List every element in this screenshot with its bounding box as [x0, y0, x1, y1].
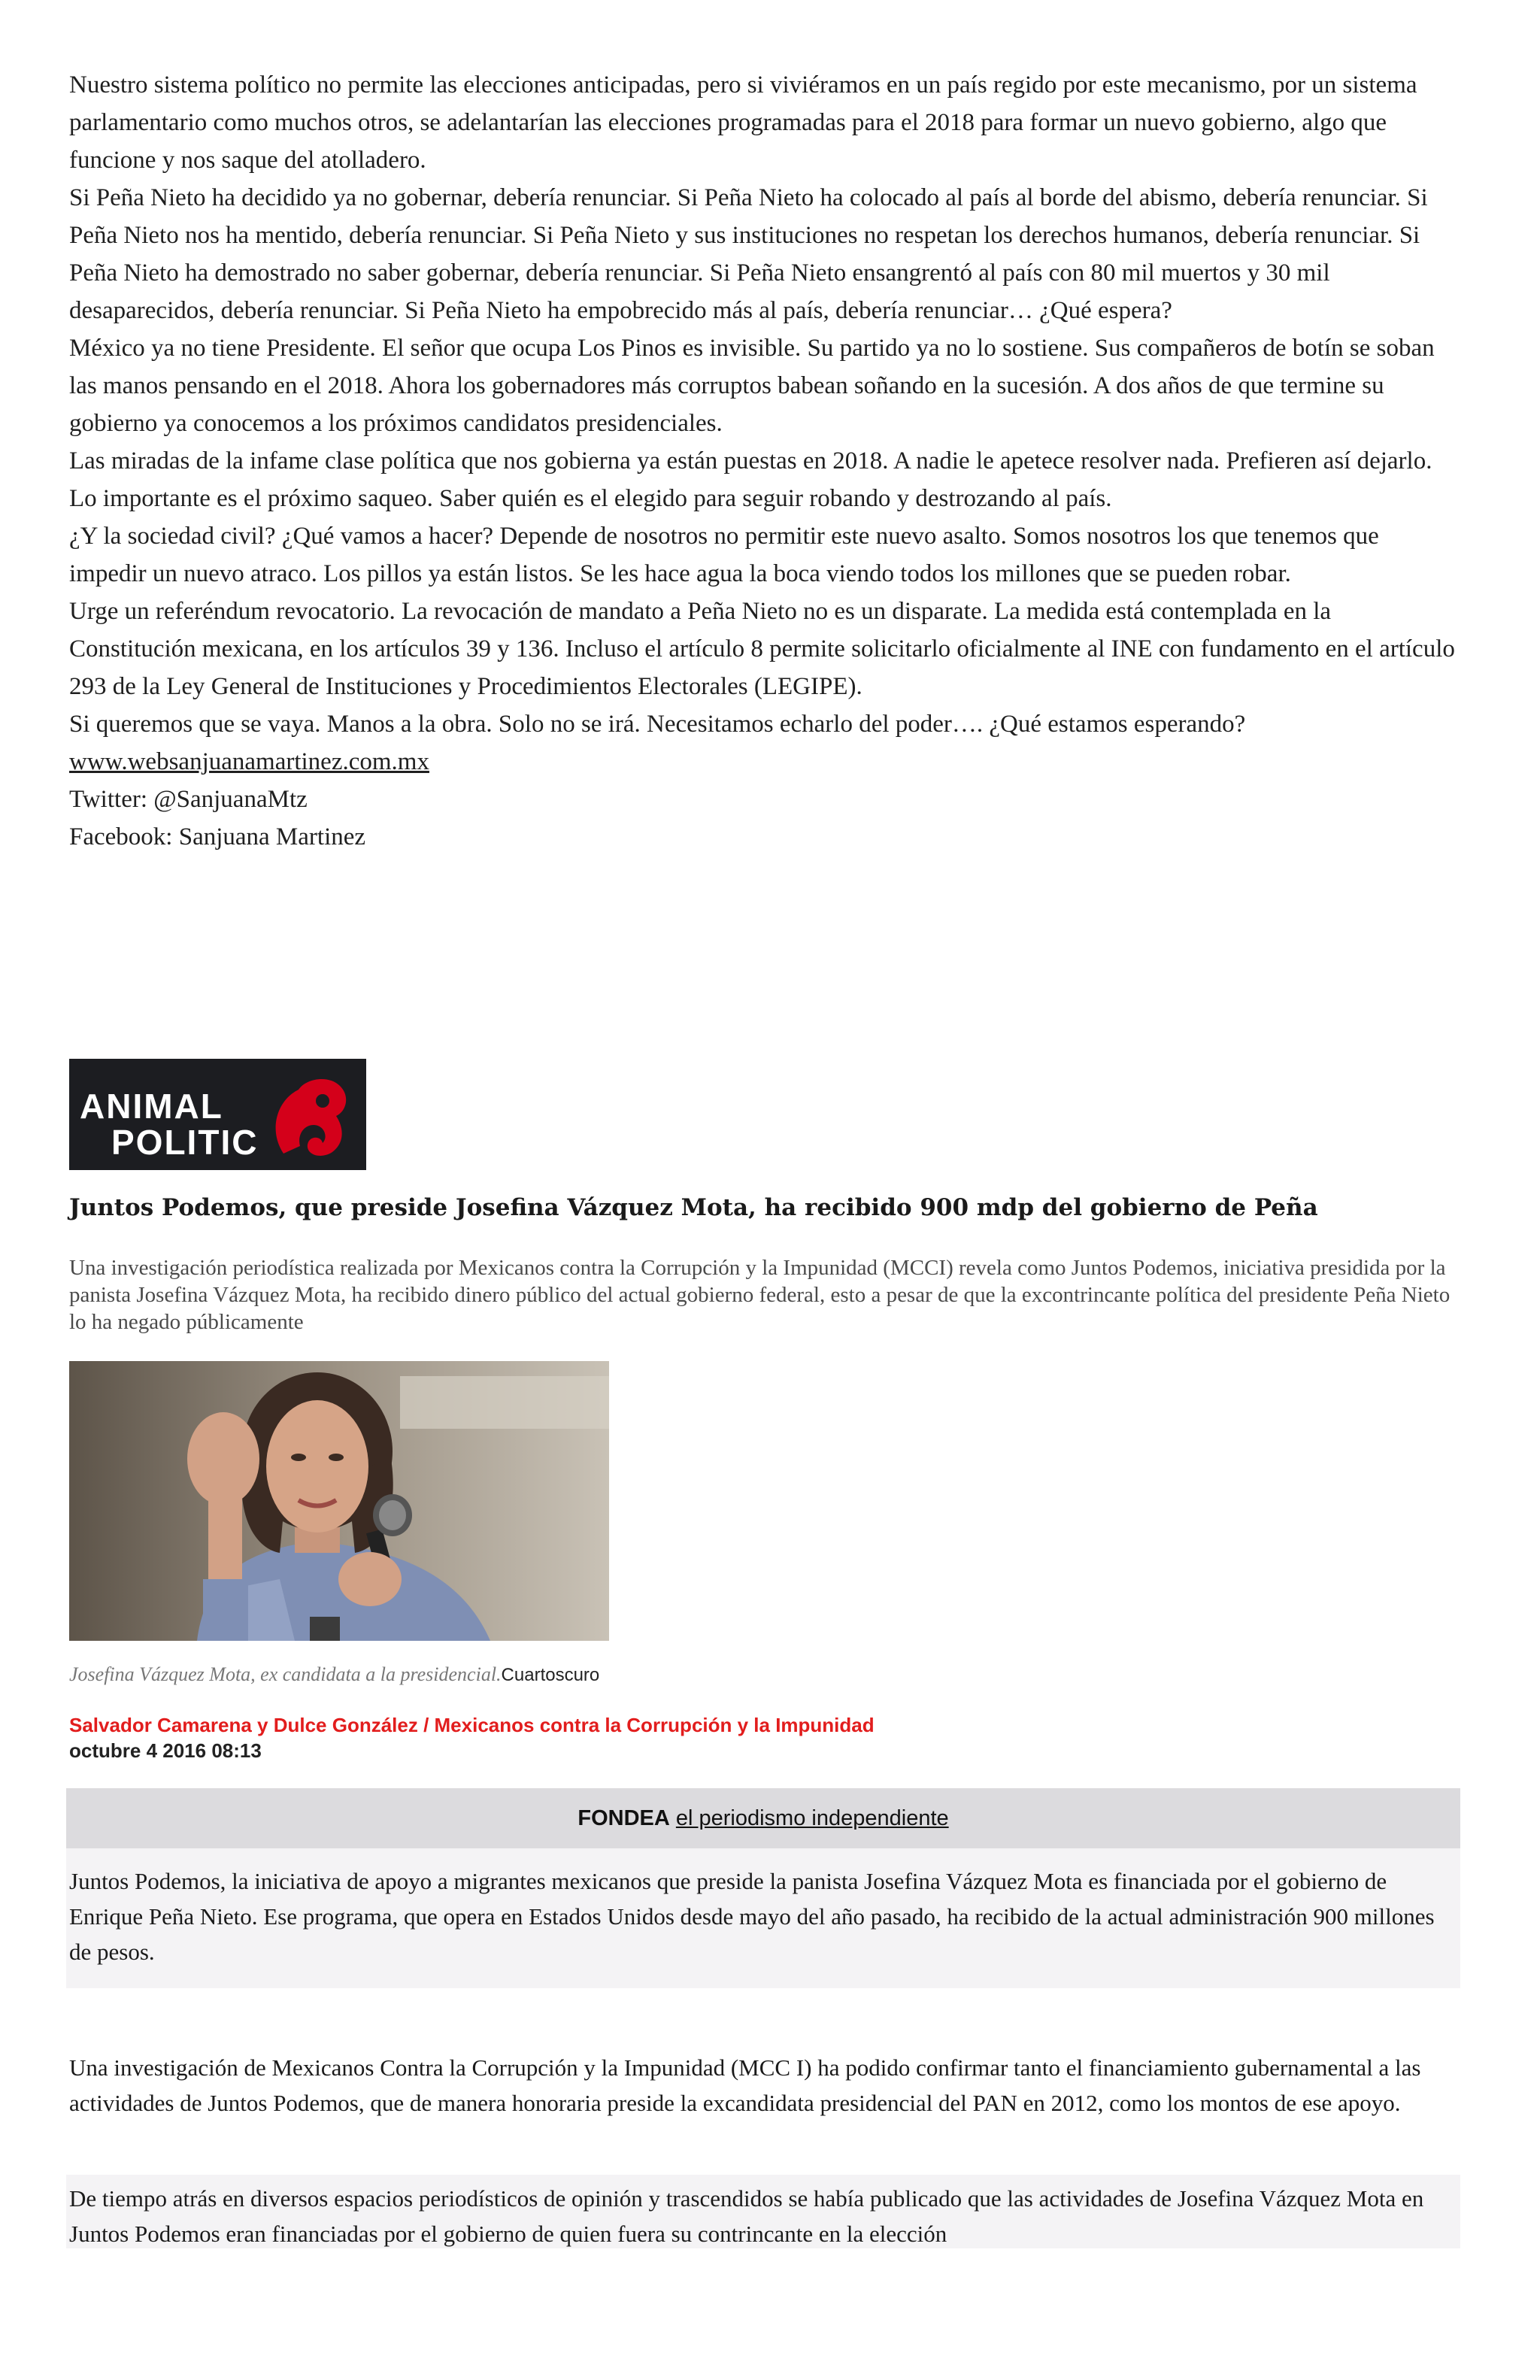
- fondea-banner: [66, 1788, 1460, 1848]
- opinion-paragraph: Si Peña Nieto ha decidido ya no gobernar, debería renunciar. Si Peña Nieto ha colocado al país al borde del abismo, debería renunciar. Si Peña Nieto nos ha mentido, debería renunciar. Si Peña Nieto y sus instituciones no respetan los derechos humanos, debería renunciar. Si Peña Nieto ha demostrado no saber gobernar, debería renunciar. Si Peña Nieto ensangrentó al país con 80 mil muertos y 30 mil desaparecidos, debería renunciar. Si Peña Nieto ha empobrecido más al país, debería renunciar… ¿Qué espera?: [69, 184, 1428, 324]
- opinion-column: [69, 66, 1460, 856]
- logo-line-2: POLITIC: [111, 1123, 259, 1162]
- opinion-paragraph: Si queremos que se vaya. Manos a la obra. Solo no se irá. Necesitamos echarlo del poder…. ¿Qué estamos esperando?: [69, 711, 1246, 738]
- opinion-paragraph: Urge un referéndum revocatorio. La revocación de mandato a Peña Nieto no es un disparate. La medida está contemplada en la Constitución mexicana, en los artículos 39 y 136. Incluso el artículo 8 permite solicitarlo oficialmente al INE con fundamento en el artículo 293 de la Ley General de Instituciones y Procedimientos Electorales (LEGIPE).: [69, 598, 1455, 700]
- logo-animal-icon: [261, 1071, 359, 1161]
- article-paragraph: Una investigación de Mexicanos Contra la Corrupción y la Impunidad (MCC I) ha podido confirmar tanto el financiamiento gubernamental a las actividades de Juntos Podemos, que de manera honoraria preside la excandidata presidencial del PAN en 2012, como los montos de ese apoyo.: [69, 2054, 1421, 2116]
- author-twitter: Twitter: @SanjuanaMtz: [69, 786, 308, 813]
- photo-caption: [69, 1662, 599, 1688]
- article-summary: Una investigación periodística realizada por Mexicanos contra la Corrupción y la Impunidad (MCCI) revela como Juntos Podemos, iniciativa presidida por la panista Josefina Vázquez Mota, ha recibido dinero público del actual gobierno federal, esto a pesar de que la excontrincante política del presidente Peña Nieto lo ha negado públicamente: [69, 1256, 1451, 1334]
- opinion-paragraph: México ya no tiene Presidente. El señor que ocupa Los Pinos es invisible. Su partido ya no lo sostiene. Sus compañeros de botín se soban las manos pensando en el 2018. Ahora los gobernadores más corruptos babean soñando en la sucesión. A dos años de que termine su gobierno ya conocemos a los próximos candidatos presidenciales.: [69, 335, 1435, 437]
- animal-politico-logo: [69, 1059, 366, 1170]
- author-website-link[interactable]: www.websanjuanamartinez.com.mx: [69, 748, 429, 775]
- article-paragraph: Juntos Podemos, la iniciativa de apoyo a migrantes mexicanos que preside la panista Josefina Vázquez Mota es financiada por el gobierno de Enrique Peña Nieto. Ese programa, que opera en Estados Unidos desde mayo del año pasado, ha recibido de la actual administración 900 millones de pesos.: [69, 1868, 1435, 1965]
- article-photo: [69, 1361, 609, 1641]
- opinion-paragraph: Las miradas de la infame clase política que nos gobierna ya están puestas en 2018. A nadie le apetece resolver nada. Prefieren así dejarlo. Lo importante es el próximo saqueo. Saber quién es el elegido para seguir robando y destrozando al país.: [69, 447, 1432, 512]
- article-byline: Salvador Camarena y Dulce González / Mexicanos contra la Corrupción y la Impunidad: [69, 1714, 875, 1736]
- photo-caption-text: Josefina Vázquez Mota, ex candidata a la presidencial.: [69, 1663, 502, 1685]
- article-date: octubre 4 2016 08:13: [69, 1739, 262, 1762]
- photo-illustration: [69, 1361, 609, 1641]
- article-headline: Juntos Podemos, que preside Josefina Vázquez Mota, ha recibido 900 mdp del gobierno de Peña: [69, 1194, 1318, 1221]
- fondea-label: FONDEA: [578, 1806, 670, 1830]
- photo-credit: Cuartoscuro: [501, 1665, 600, 1685]
- article-paragraph: De tiempo atrás en diversos espacios periodísticos de opinión y trascendidos se había publicado que las actividades de Josefina Vázquez Mota en Juntos Podemos eran financiadas por el gobierno de quien fuera su contrincante en la elección: [69, 2185, 1424, 2247]
- opinion-paragraph: Nuestro sistema político no permite las elecciones anticipadas, pero si viviéramos en un país regido por este mecanismo, por un sistema parlamentario como muchos otros, se adelantarían las elecciones programadas para el 2018 para formar un nuevo gobierno, algo que funcione y nos saque del atolladero.: [69, 71, 1417, 174]
- author-facebook: Facebook: Sanjuana Martinez: [69, 823, 366, 850]
- opinion-paragraph: ¿Y la sociedad civil? ¿Qué vamos a hacer? Depende de nosotros no permitir este nuevo asalto. Somos nosotros los que tenemos que impedir un nuevo atraco. Los pillos ya están listos. Se les hace agua la boca viendo todos los millones que se pueden robar.: [69, 523, 1379, 587]
- fondea-link[interactable]: el periodismo independiente: [675, 1806, 949, 1830]
- logo-line-1: ANIMAL: [80, 1087, 223, 1126]
